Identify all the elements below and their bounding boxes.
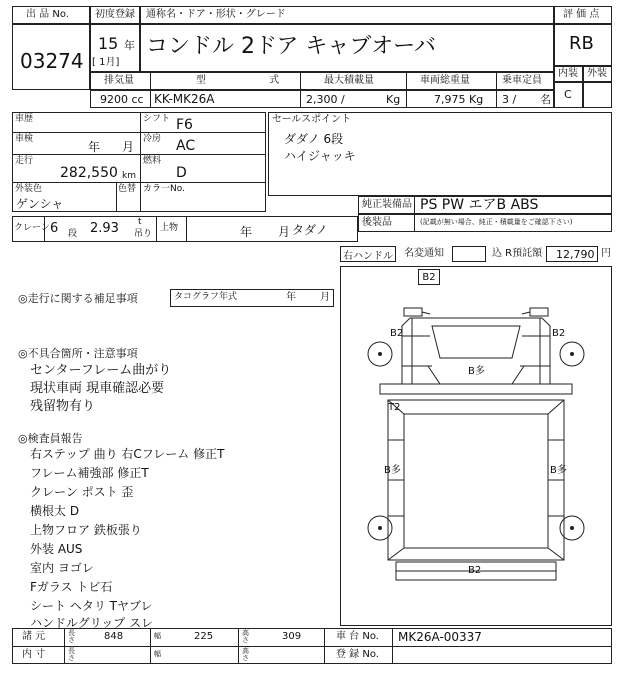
- displacement-value: 9200 cc: [100, 93, 144, 106]
- height-value: 309: [282, 631, 302, 642]
- divider: [238, 628, 239, 664]
- divider: [12, 182, 266, 183]
- exterior-grade-cell: [583, 82, 612, 108]
- inspection-label: 車検: [15, 134, 34, 144]
- interior-label: 内装: [558, 68, 578, 79]
- upper-year: 年: [240, 225, 253, 239]
- length-value: 848: [104, 631, 124, 642]
- max-load-label: 最大積載量: [324, 75, 374, 86]
- recycle-label: 込 R預託額: [492, 248, 543, 259]
- damage-mark-bed-t2: T2: [388, 402, 401, 413]
- model-label: 通称名・ドア・形状・グレード: [146, 9, 286, 20]
- inspector-item: Fガラス トビ石: [30, 580, 113, 594]
- aftermarket-label: 後装品: [362, 217, 392, 228]
- upper-maker: タダノ: [292, 223, 328, 237]
- divider: [156, 216, 157, 242]
- damage-mark-front: B2: [418, 269, 440, 285]
- inspector-label: ◎検査員報告: [18, 432, 83, 445]
- lot-number: 03274: [20, 49, 84, 73]
- divider: [392, 628, 393, 664]
- max-load-value: 2,300 /: [306, 93, 345, 106]
- overall-grade: RB: [569, 33, 594, 54]
- inspection-month: 月: [122, 140, 135, 154]
- upper-month: 月: [278, 225, 291, 239]
- name-change-label: 名変通知: [404, 248, 444, 259]
- first-reg-label: 初度登録: [95, 9, 135, 20]
- mileage-label: 走行: [15, 156, 34, 166]
- interior-grade: C: [564, 88, 572, 101]
- recycle-unit: 円: [601, 248, 611, 259]
- divider: [324, 628, 325, 664]
- tachograph-month: 月: [320, 292, 330, 303]
- divider: [140, 182, 141, 212]
- model-name: コンドル 2ドア キャブオーバ: [146, 34, 437, 59]
- divider: [186, 216, 187, 242]
- shift-label: シフト: [143, 114, 171, 124]
- displacement-label: 排気量: [104, 75, 134, 86]
- fuel-label: 燃料: [143, 156, 162, 166]
- first-reg-year: 15: [98, 34, 119, 53]
- color-label: 外装色: [15, 184, 43, 194]
- chassis-label: 車 台 No.: [336, 631, 379, 642]
- width-label: 幅: [154, 632, 161, 640]
- inner-dimension-label: 内 寸: [22, 649, 46, 660]
- capacity-unit: 名: [540, 93, 551, 106]
- inner-length-label: 長さ: [68, 647, 75, 663]
- name-change-box: [452, 246, 486, 262]
- grade-label: 評 価 点: [563, 9, 600, 20]
- crane-label: クレーン: [14, 223, 50, 233]
- inspector-item: 横根太 D: [30, 504, 80, 518]
- shift-value: F6: [176, 117, 193, 133]
- capacity-value: 3 /: [502, 93, 517, 106]
- damage-mark-rear: B2: [468, 565, 482, 576]
- spec-label: 諸 元: [22, 631, 46, 642]
- inspector-item: フレーム補強部 修正T: [30, 466, 149, 480]
- sales-point-2: ハイジャッキ: [284, 149, 356, 163]
- first-reg-month: [ 1月]: [92, 57, 120, 68]
- aircon-value: AC: [176, 138, 196, 154]
- aftermarket-note: (記載が無い場合、純正・積載量をご確認下さい): [420, 218, 573, 226]
- crane-hang-unit: 吊り: [134, 229, 153, 239]
- crane-stage-unit: 段: [68, 229, 78, 239]
- type-value: KK-MK26A: [154, 92, 215, 106]
- capacity-label: 乗車定員: [502, 75, 542, 86]
- first-reg-year-unit: 年: [124, 39, 135, 52]
- defect-item: センターフレーム曲がり: [30, 363, 172, 378]
- damage-mark-bed-upper: B多: [468, 366, 485, 377]
- defect-item: 現状車両 現車確認必要: [30, 381, 165, 396]
- inspector-item: シート ヘタリ Tヤブレ: [30, 599, 153, 613]
- divider: [150, 628, 151, 664]
- inner-width-label: 幅: [154, 650, 161, 658]
- tachograph-year: 年: [286, 292, 296, 303]
- divider: [140, 112, 141, 182]
- divider: [12, 132, 266, 133]
- chassis-number: MK26A-00337: [398, 630, 482, 644]
- crane-ton-unit: t: [138, 217, 142, 227]
- sales-point-1: ダダノ 6段: [284, 132, 344, 146]
- inspector-item: 右ステップ 曲り 右Cフレーム 修正T: [30, 447, 225, 461]
- defects-label: ◎不具合箇所・注意事項: [18, 347, 138, 360]
- inspector-item: 室内 ヨゴレ: [30, 561, 94, 575]
- equipment-value: PS PW エアB ABS: [420, 197, 539, 213]
- upper-label: 上物: [160, 223, 179, 233]
- inspector-item: 上物フロア 鉄板張り: [30, 523, 142, 537]
- mileage-value: 282,550: [60, 165, 118, 181]
- damage-mark-bed-left: B多: [384, 465, 401, 476]
- inspection-year: 年: [88, 140, 101, 154]
- steering-badge: 右ハンドル: [340, 246, 396, 262]
- max-load-unit: Kg: [386, 93, 401, 106]
- divider: [116, 182, 117, 212]
- divider: [64, 628, 65, 664]
- inspector-item: 外装 AUS: [30, 542, 83, 556]
- tachograph-label: タコグラフ年式: [174, 292, 238, 302]
- history-label: 車歴: [15, 114, 34, 124]
- inner-height-label: 高さ: [242, 647, 249, 663]
- divider: [12, 646, 612, 647]
- registration-label: 登 録 No.: [336, 649, 379, 660]
- damage-mark-cab-right: B2: [552, 328, 566, 339]
- equipment-label: 純正装備品: [362, 199, 412, 210]
- driving-notes-label: ◎走行に関する補足事項: [18, 292, 138, 305]
- divider: [12, 154, 266, 155]
- recycle-amount: 12,790: [556, 248, 595, 261]
- lot-label: 出 品 No.: [26, 9, 69, 20]
- mileage-unit: km: [122, 171, 136, 181]
- aircon-label: 冷房: [143, 134, 162, 144]
- color-code-label: カラ一No.: [143, 184, 185, 194]
- length-label: 長さ: [68, 629, 75, 645]
- fuel-value: D: [176, 165, 187, 181]
- spec-label-row: [90, 72, 554, 90]
- damage-mark-bed-right: B多: [550, 465, 567, 476]
- color-value: ゲンシャ: [16, 197, 64, 211]
- color-change-label: 色替: [118, 184, 137, 194]
- type-label: 型 式: [196, 75, 310, 86]
- defect-item: 残留物有り: [30, 399, 96, 414]
- inspector-item: ハンドルグリップ スレ: [30, 616, 154, 630]
- exterior-label: 外装: [587, 68, 607, 79]
- gross-weight-label: 車両総重量: [420, 75, 470, 86]
- crane-stages: 6: [50, 221, 59, 236]
- inspector-item: クレーン ポスト 歪: [30, 485, 134, 499]
- damage-mark-cab-left: B2: [390, 328, 404, 339]
- width-value: 225: [194, 631, 214, 642]
- sales-point-label: セールスポイント: [272, 114, 352, 125]
- height-label: 高さ: [242, 629, 249, 645]
- gross-weight-value: 7,975 Kg: [434, 93, 484, 106]
- crane-tons: 2.93: [90, 221, 119, 236]
